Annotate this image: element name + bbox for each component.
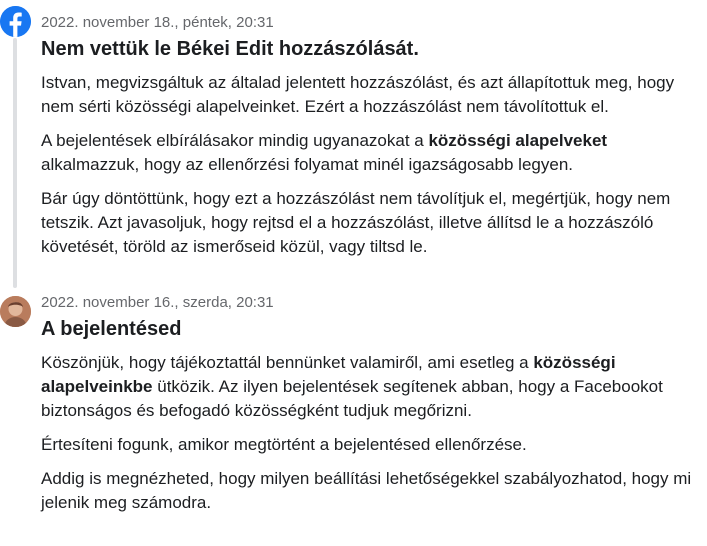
paragraph-text: ütközik. Az ilyen bejelentések segítenek abban, hogy a Facebookot biztonságos és befogadó közösségként tudjuk megőrizni. [41,377,663,420]
paragraph-text: alkalmazzuk, hogy az ellenőrzési folyamat minél igazságosabb legyen. [41,155,574,174]
community-standards-link[interactable]: közösségi alapelveinkbe [41,353,616,396]
message-paragraph [41,129,703,177]
notification-entry [41,13,703,269]
community-standards-link[interactable]: közösségi alapelveket [428,131,608,150]
message-paragraph: Istvan, megvizsgáltuk az általad jelentett hozzászólást, és azt állapítottuk meg, hogy nem sérti közösségi alapelveinket. Ezért a hozzászólást nem távolítottuk el. [41,73,675,116]
notification-entry [41,293,703,525]
message-paragraph: Addig is megnézheted, hogy milyen beállítási lehetőségekkel szabályozhatod, hogy mi jelenik meg számodra. [41,469,692,512]
user-avatar[interactable] [0,296,31,327]
paragraph-text: Köszönjük, hogy tájékoztattál bennünket valamiről, ami esetleg a [41,353,534,372]
timestamp: 2022. november 16., szerda, 20:31 [41,294,274,311]
facebook-logo-icon [0,6,31,37]
notification-title: A bejelentésed [41,318,182,340]
message-paragraph: Bár úgy döntöttünk, hogy ezt a hozzászólást nem távolítjuk el, megértjük, hogy nem tetszik. Azt javasoljuk, hogy rejtsd el a hozzászólást, illetve állítsd le a hozzászóló követését, töröld az ismerőseid közül, vagy tiltsd le. [41,189,671,256]
message-paragraph: Értesíteni fogunk, amikor megtörtént a bejelentésed ellenőrzése. [41,435,527,454]
timeline-connector [13,38,17,288]
notification-title: Nem vettük le Békei Edit hozzászólását. [41,38,419,60]
paragraph-text: A bejelentések elbírálásakor mindig ugyanazokat a [41,131,429,150]
timestamp: 2022. november 18., péntek, 20:31 [41,14,274,31]
message-paragraph [41,351,703,423]
